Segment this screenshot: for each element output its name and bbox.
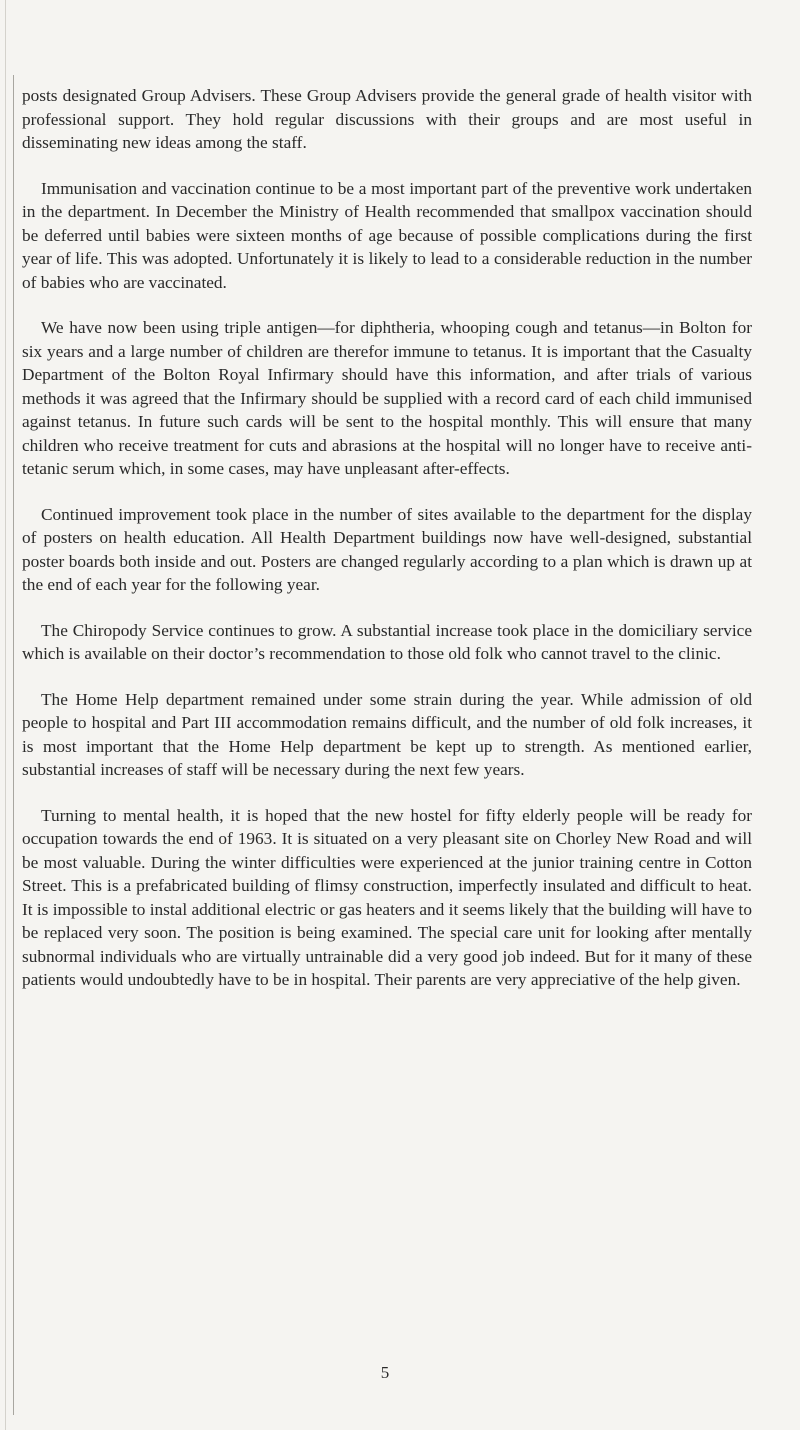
paragraph-chiropody: The Chiropody Service continues to grow. A substantial increase took place in the domiciliary service which is available on their doctor’s recommendation to those old folk who cannot travel to the clinic. [22,620,752,663]
paragraph-home-help: The Home Help department remained under some strain during the year. While admission of old people to hospital and Part III accommodation remains difficult, and the number of old folk increases, it is most important that the Home Help department be kept up to strength. As mentioned earlier, substantial increases of staff will be necessary during the next few years. [22,689,752,779]
paragraph-triple-antigen: We have now been using triple antigen—for diphtheria, whooping cough and tetanus—in Bolton for six years and a large number of children are therefor immune to tetanus. It is important that the Casualty Department of the Bolton Royal Infirmary should have this information, and after trials of various methods it was agreed that the Infirmary should be supplied with a record card of each child immunised against tetanus. In future such cards will be sent to the hospital monthly. This will ensure that many children who receive treatment for cuts and abrasions at the hospital will no longer have to receive anti-tetanic serum which, in some cases, may have unpleasant after-effects. [22,318,752,478]
paragraph-health-education-posters: Continued improvement took place in the number of sites available to the department for the display of posters on health education. All Health Department buildings now have well-designed, substantial poster boards both inside and out. Posters are changed regularly according to a plan which is drawn up at the end of each year for the following year. [22,504,752,594]
page-edge [5,0,6,1430]
document-body [22,84,752,1014]
paragraph-mental-health: Turning to mental health, it is hoped that the new hostel for fifty elderly people will be ready for occupation towards the end of 1963. It is situated on a very pleasant site on Chorley New Road and will be most valuable. During the winter difficulties were experienced at the junior training centre in Cotton Street. This is a prefabricated building of flimsy construction, imperfectly insulated and difficult to heat. It is impossible to instal additional electric or gas heaters and it seems likely that the building will have to be replaced very soon. The position is being examined. The special care unit for looking after mentally subnormal individuals who are virtually untrainable did a very good job indeed. But for it many of these patients would undoubtedly have to be in hospital. Their parents are very appreciative of the help given. [22,805,752,989]
paragraph-group-advisers: posts designated Group Advisers. These Group Advisers provide the general grade of health visitor with professional support. They hold regular discussions with their groups and are most useful in disseminating new ideas among the staff. [22,86,752,152]
binding-line [13,75,14,1415]
paragraph-immunisation: Immunisation and vaccination continue to be a most important part of the preventive work undertaken in the department. In December the Ministry of Health recommended that smallpox vaccination should be deferred until babies were sixteen months of age because of possible complications during the first year of life. This was adopted. Unfortunately it is likely to lead to a considerable reduction in the number of babies who are vaccinated. [22,178,752,292]
page-number: 5 [380,1363,390,1382]
